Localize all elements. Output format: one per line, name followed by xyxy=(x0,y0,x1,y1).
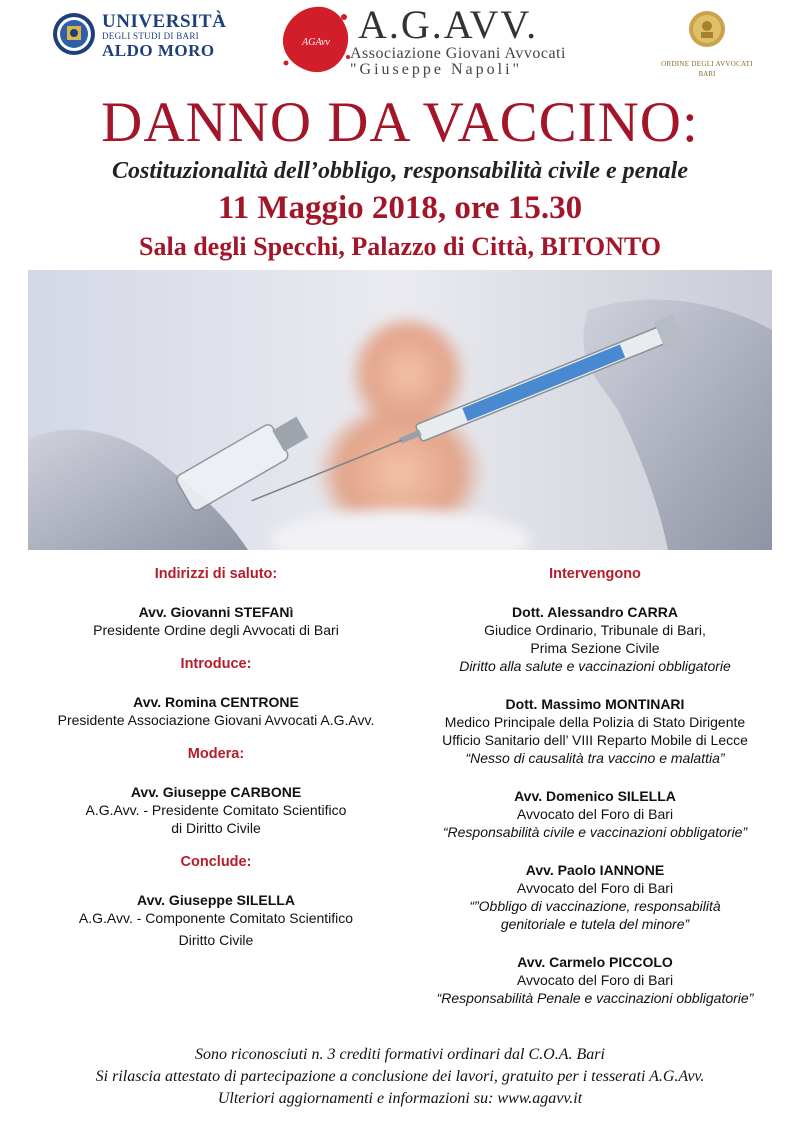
saluti-heading: Indirizzi di saluto: xyxy=(154,566,278,582)
association-logo xyxy=(278,3,568,83)
event-place: Sala degli Specchi, Palazzo di Città, BITONTO xyxy=(139,232,661,261)
introduce-name: Avv. Romina CENTRONE xyxy=(133,694,299,710)
event-date: 11 Maggio 2018, ore 15.30 xyxy=(217,190,583,226)
ordine-coin-icon xyxy=(688,10,726,48)
university-seal-icon xyxy=(52,12,96,56)
speaker-role: Avvocato del Foro di Bari xyxy=(516,806,674,822)
right-column xyxy=(400,565,790,1007)
saluti-role: Presidente Ordine degli Avvocati di Bari xyxy=(93,622,339,638)
university-name-line3: ALDO MORO xyxy=(102,41,215,60)
speaker-role: Prima Sezione Civile xyxy=(530,640,660,656)
speaker-role: Avvocato del Foro di Bari xyxy=(516,972,674,988)
association-name: A.G.AVV. xyxy=(358,2,539,47)
speaker-topic: Diritto alla salute e vaccinazioni obbligatorie xyxy=(459,658,731,674)
speaker-role: Medico Principale della Polizia di Stato Dirigente xyxy=(444,714,746,730)
footer-attestato: Si rilascia attestato di partecipazione a conclusione dei lavori, gratuito per i tesserati A.G.Avv. xyxy=(95,1068,705,1085)
speaker-name: Avv. Domenico SILELLA xyxy=(514,788,676,804)
association-dedication: "Giuseppe Napoli" xyxy=(350,61,523,78)
speaker-name: Dott. Massimo MONTINARI xyxy=(505,696,685,712)
speaker-name: Avv. Paolo IANNONE xyxy=(525,862,665,878)
ordine-avvocati-logo xyxy=(652,10,762,80)
vaccine-photo xyxy=(28,270,772,550)
university-name-line2: DEGLI STUDI DI BARI xyxy=(102,31,199,41)
ordine-name: ORDINE DEGLI AVVOCATI xyxy=(661,60,753,68)
left-column xyxy=(20,565,412,949)
speaker-name: Dott. Alessandro CARRA xyxy=(512,604,678,620)
university-name-line1: UNIVERSITÀ xyxy=(102,11,227,32)
speaker-topic: genitoriale e tutela del minore” xyxy=(500,916,690,932)
speaker-topic: “Nesso di causalità tra vaccino e malattia” xyxy=(465,750,725,766)
speaker-topic: “Responsabilità Penale e vaccinazioni obbligatorie” xyxy=(436,990,754,1006)
modera-name: Avv. Giuseppe CARBONE xyxy=(130,784,302,800)
speaker-role: Avvocato del Foro di Bari xyxy=(516,880,674,896)
intervengono-heading: Intervengono xyxy=(549,566,641,582)
event-subtitle: Costituzionalità dell’obbligo, responsabilità civile e penale xyxy=(112,158,688,184)
conclude-role1: A.G.Avv. - Componente Comitato Scientifico xyxy=(78,910,354,926)
speaker-role: Giudice Ordinario, Tribunale di Bari, xyxy=(484,622,706,638)
footer-notes xyxy=(0,1044,800,1110)
introduce-role: Presidente Associazione Giovani Avvocati A.G.Avv. xyxy=(57,712,375,728)
association-fullname: Associazione Giovani Avvocati xyxy=(350,45,566,62)
conclude-heading: Conclude: xyxy=(180,854,252,870)
association-ink-blot-icon xyxy=(278,3,352,75)
ordine-city: BARI xyxy=(698,70,716,78)
speaker-name: Avv. Carmelo PICCOLO xyxy=(517,954,673,970)
modera-role1: A.G.Avv. - Presidente Comitato Scientifico xyxy=(85,802,347,818)
event-title: DANNO DA VACCINO: xyxy=(101,91,699,154)
modera-heading: Modera: xyxy=(187,746,245,762)
speaker-topic: “”Obbligo di vaccinazione, responsabilità xyxy=(469,898,721,914)
footer-credits: Sono riconosciuti n. 3 crediti formativi ordinari dal C.O.A. Bari xyxy=(195,1046,605,1063)
university-logo xyxy=(52,11,227,62)
introduce-heading: Introduce: xyxy=(180,656,252,672)
conclude-role2: Diritto Civile xyxy=(178,932,254,948)
saluti-name: Avv. Giovanni STEFANì xyxy=(138,604,294,620)
speaker-topic: “Responsabilità civile e vaccinazioni obbligatorie” xyxy=(442,824,748,840)
speaker-role: Ufficio Sanitario dell’ VIII Reparto Mobile di Lecce xyxy=(442,732,748,748)
modera-role2: di Diritto Civile xyxy=(171,820,261,836)
svg-text:AGAvv: AGAvv xyxy=(302,37,330,48)
footer-website[interactable]: Ulteriori aggiornamenti e informazioni su: www.agavv.it xyxy=(217,1090,583,1107)
conclude-name: Avv. Giuseppe SILELLA xyxy=(137,892,295,908)
